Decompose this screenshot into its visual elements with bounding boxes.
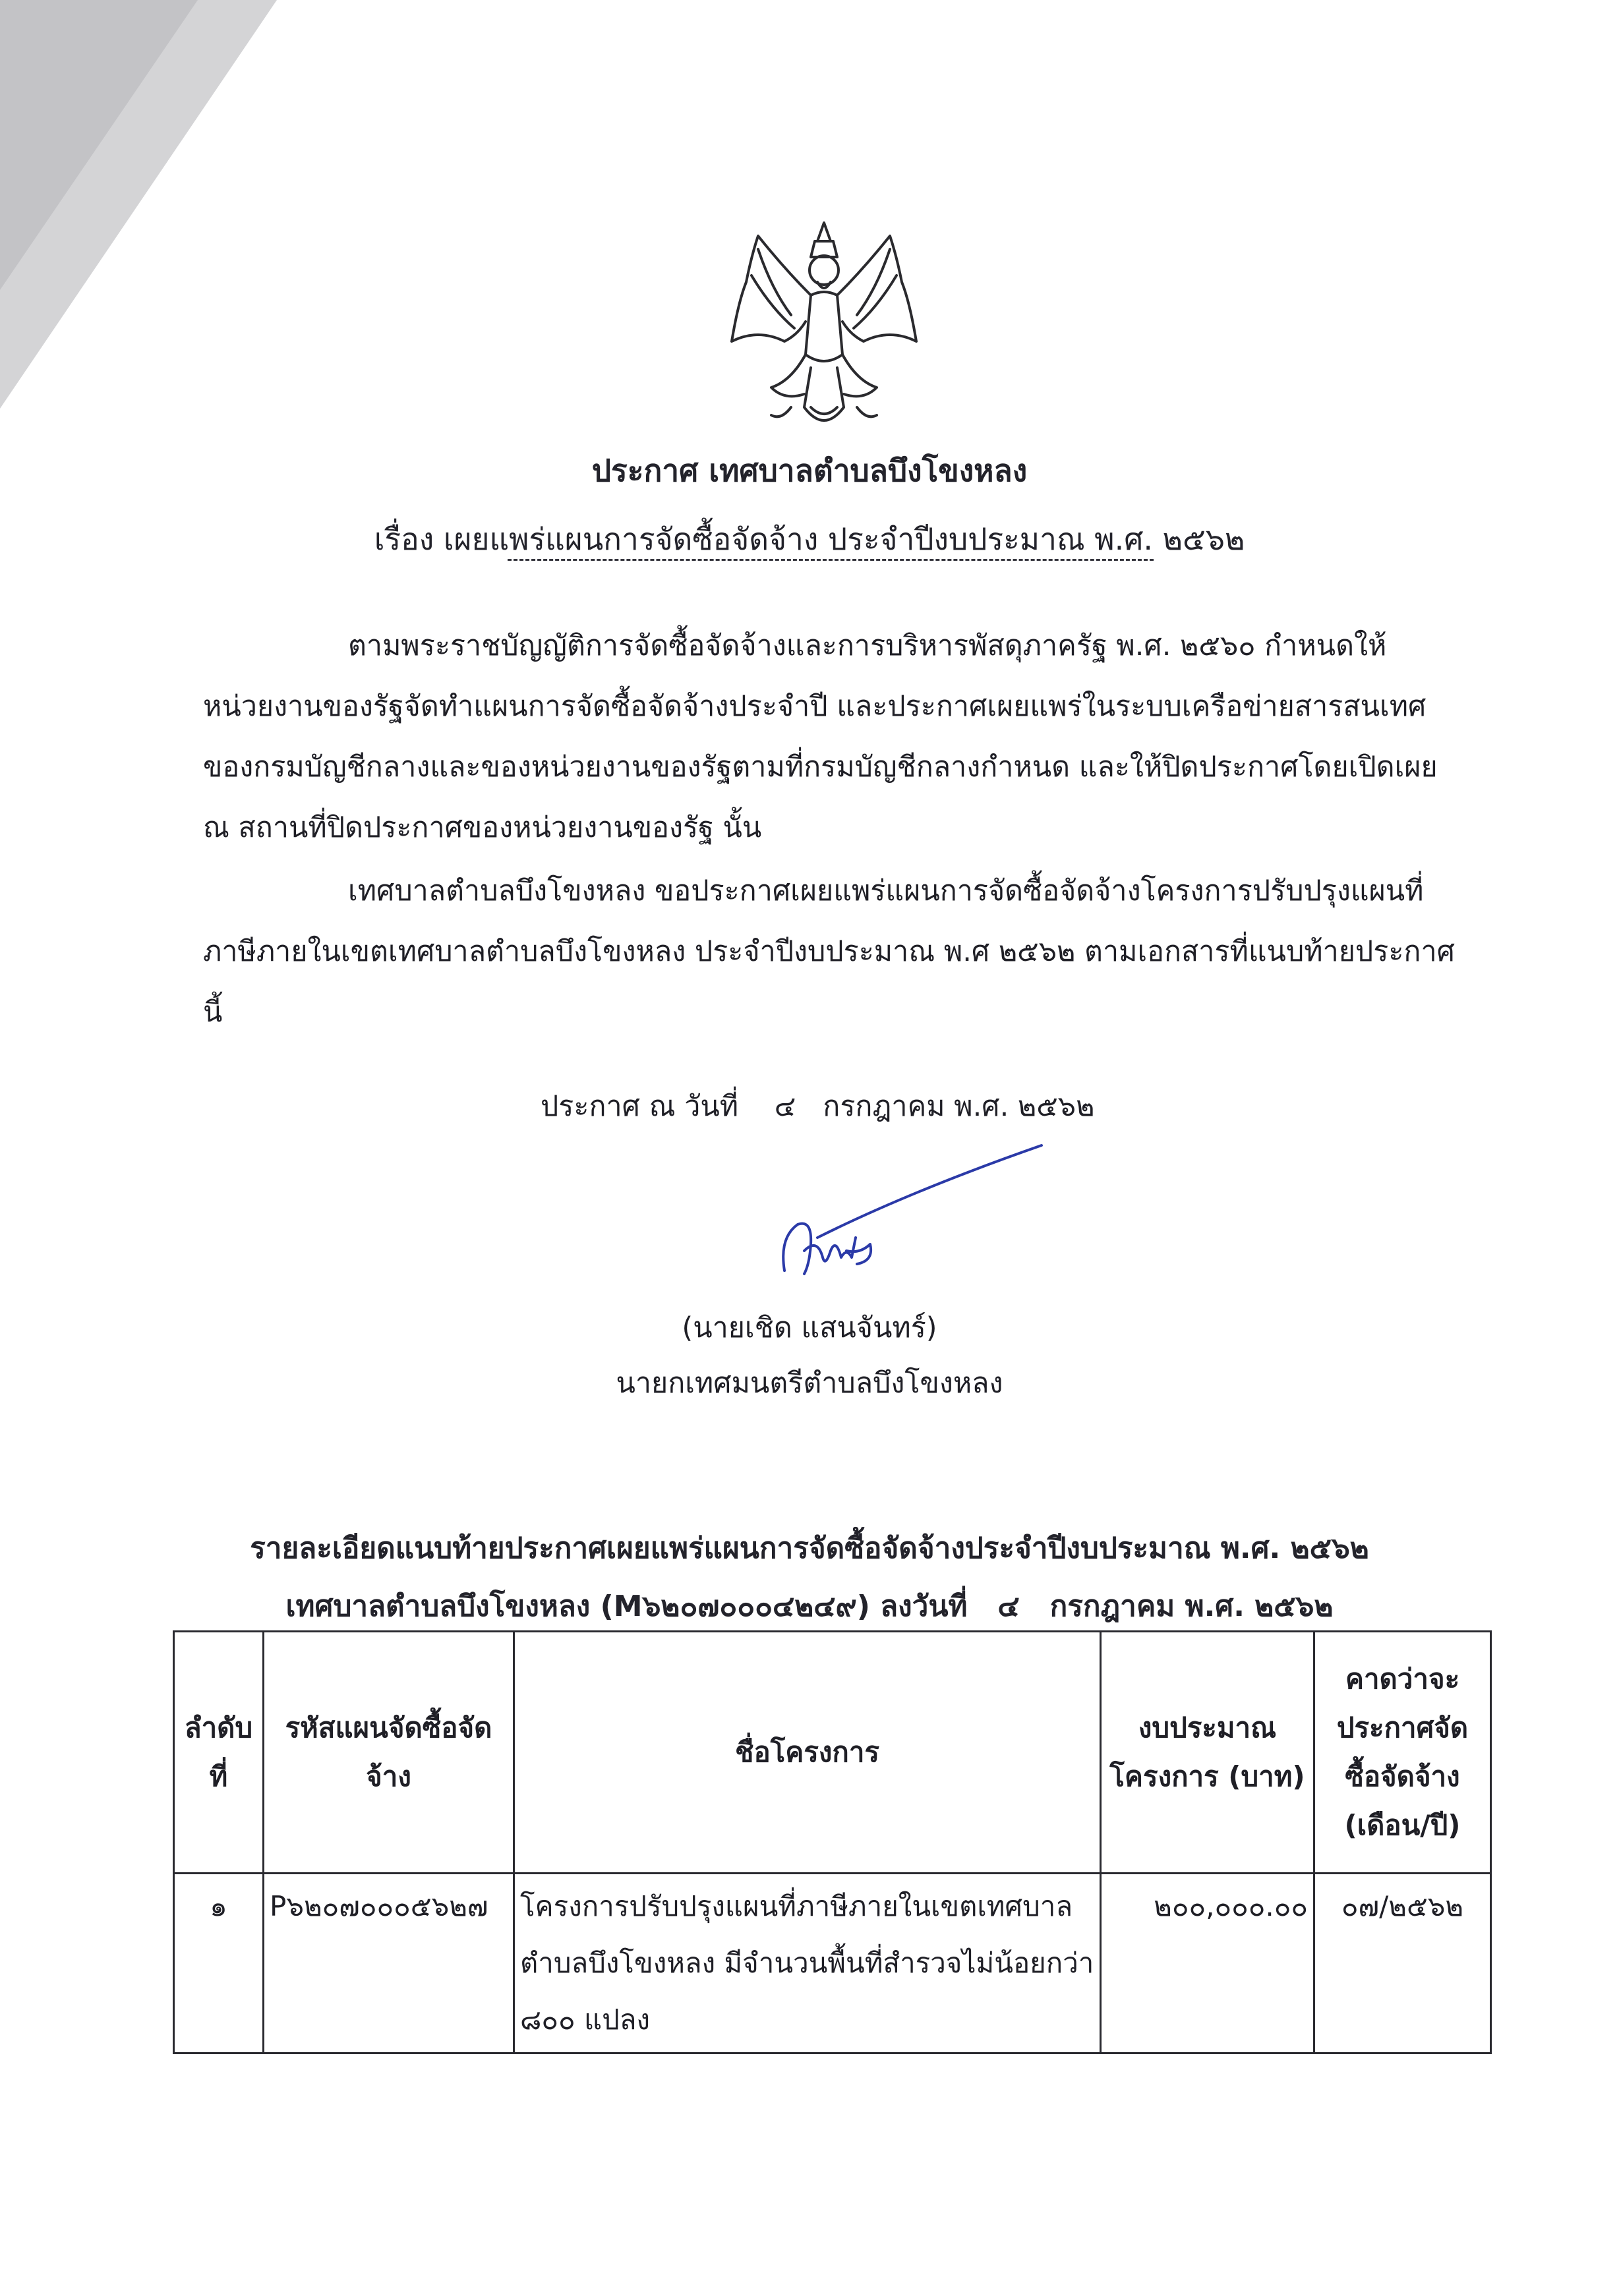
table-row — [174, 1874, 1491, 2053]
paragraph-1-text: ตามพระราชบัญญัติการจัดซื้อจัดจ้างและการบริหารพัสดุภาครัฐ พ.ศ. ๒๕๖๐ กำหนดให้หน่วยงานของรัฐจัดทำแผนการจัดซื้อจัดจ้างประจำปี และประกาศเผยแพร่ในระบบเครือข่ายสารสนเทศของกรมบัญชีกลางและของหน่วยงานของรัฐตามที่กรมบัญชีกลางกำหนด และให้ปิดประกาศโดยเปิดเผย ณ สถานที่ปิดประกาศของหน่วยงานของรัฐ นั้น — [203, 629, 1438, 844]
cell-no: ๑ — [174, 1874, 264, 2053]
column-header-no: ลำดับที่ — [174, 1632, 264, 1874]
column-header-project-name: ชื่อโครงการ — [514, 1632, 1101, 1874]
paragraph-2-text: เทศบาลตำบลบึงโขงหลง ขอประกาศเผยแพร่แผนการจัดซื้อจัดจ้างโครงการปรับปรุงแผนที่ภาษีภายในเขตเทศบาลตำบลบึงโขงหลง ประจำปีงบประมาณ พ.ศ ๒๕๖๒ ตามเอกสารที่แนบท้ายประกาศนี้ — [203, 875, 1455, 1029]
cell-project-name: โครงการปรับปรุงแผนที่ภาษีภายในเขตเทศบาลตำบลบึงโขงหลง มีจำนวนพื้นที่สำรวจไม่น้อยกว่า ๘๐๐ แปลง — [514, 1874, 1101, 2053]
announcement-title: ประกาศ เทศบาลตำบลบึงโขงหลง — [591, 453, 1028, 488]
attachment-title: รายละเอียดแนบท้ายประกาศเผยแพร่แผนการจัดซื้อจัดจ้างประจำปีงบประมาณ พ.ศ. ๒๕๖๒ — [250, 1532, 1369, 1565]
table-header-row — [174, 1632, 1491, 1874]
signer-position: นายกเทศมนตรีตำบลบึงโขงหลง — [616, 1367, 1003, 1400]
body-paragraph-1 — [203, 616, 1456, 858]
title-divider — [508, 559, 1154, 561]
body-paragraph-2 — [203, 861, 1456, 1043]
column-header-budget: งบประมาณโครงการ (บาท) — [1101, 1632, 1314, 1874]
signer-name: (นายเชิด แสนจันทร์) — [682, 1311, 937, 1344]
announcement-date: ประกาศ ณ วันที่ ๔ กรกฎาคม พ.ศ. ๒๕๖๒ — [541, 1090, 1095, 1123]
cell-budget: ๒๐๐,๐๐๐.๐๐ — [1101, 1874, 1314, 2053]
scan-corner-shadow — [0, 0, 277, 409]
cell-month-year: ๐๗/๒๕๖๒ — [1314, 1874, 1491, 2053]
handwritten-signature — [778, 1139, 1055, 1290]
announcement-subject: เรื่อง เผยแพร่แผนการจัดซื้อจัดจ้าง ประจำปีงบประมาณ พ.ศ. ๒๕๖๒ — [374, 521, 1245, 557]
procurement-plan-table — [173, 1630, 1492, 2054]
attachment-subtitle: เทศบาลตำบลบึงโขงหลง (M๖๒๐๗๐๐๐๔๒๔๙) ลงวันที่ ๔ กรกฎาคม พ.ศ. ๒๕๖๒ — [285, 1590, 1334, 1623]
column-header-code: รหัสแผนจัดซื้อจัดจ้าง — [264, 1632, 514, 1874]
cell-code: P๖๒๐๗๐๐๐๕๖๒๗ — [264, 1874, 514, 2053]
garuda-emblem-icon — [712, 210, 936, 447]
column-header-announce-month: คาดว่าจะประกาศจัดซื้อจัดจ้าง (เดือน/ปี) — [1314, 1632, 1491, 1874]
